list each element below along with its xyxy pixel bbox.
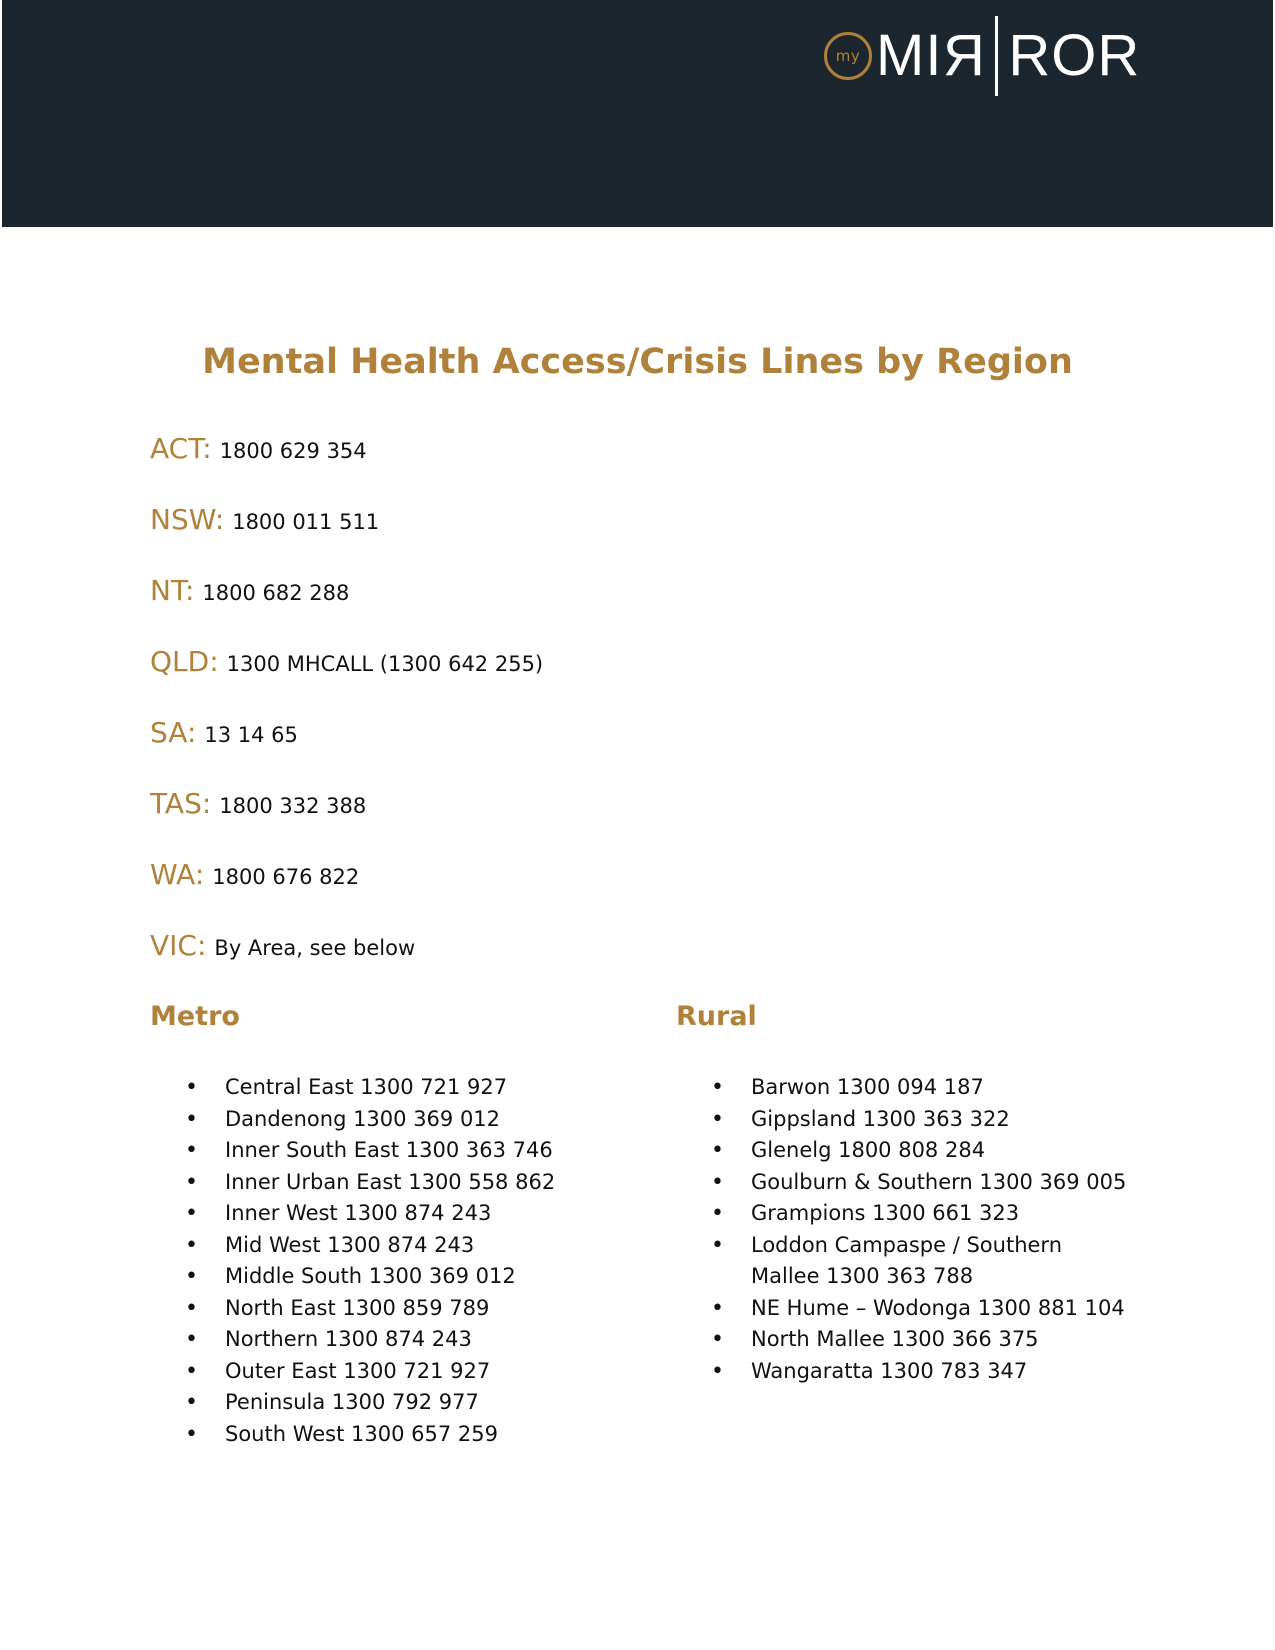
list-item: • Central East 1300 721 927 xyxy=(150,1072,650,1104)
list-item: • Goulburn & Southern 1300 369 005 xyxy=(676,1167,1156,1199)
region-wa xyxy=(150,858,359,898)
list-item: • Glenelg 1800 808 284 xyxy=(676,1135,1156,1167)
logo-badge-text: my xyxy=(835,47,861,65)
region-code: QLD: xyxy=(150,645,219,678)
region-qld xyxy=(150,645,543,685)
region-nsw xyxy=(150,503,379,543)
logo-mirrored-letter: R xyxy=(942,23,986,88)
region-act xyxy=(150,432,367,472)
region-code: WA: xyxy=(150,858,205,891)
region-number: 1300 MHCALL (1300 642 255) xyxy=(226,652,544,676)
list-item: • North East 1300 859 789 xyxy=(150,1293,650,1325)
logo-word-right: ROR xyxy=(1008,23,1141,88)
region-number: 1800 682 288 xyxy=(202,581,350,605)
list-item: • Dandenong 1300 369 012 xyxy=(150,1104,650,1136)
list-item: • Barwon 1300 094 187 xyxy=(676,1072,1156,1104)
region-sa xyxy=(150,716,298,756)
list-item: • Outer East 1300 721 927 xyxy=(150,1356,650,1388)
list-item: • Gippsland 1300 363 322 xyxy=(676,1104,1156,1136)
logo-badge xyxy=(824,32,872,80)
region-code: VIC: xyxy=(150,929,207,962)
region-code: TAS: xyxy=(150,787,212,820)
region-vic xyxy=(150,929,415,969)
header-band xyxy=(2,0,1273,227)
rural-list xyxy=(676,1072,1156,1387)
list-item: • Inner West 1300 874 243 xyxy=(150,1198,650,1230)
region-number: 1800 332 388 xyxy=(219,794,367,818)
list-item: • Inner Urban East 1300 558 862 xyxy=(150,1167,650,1199)
list-item: • Inner South East 1300 363 746 xyxy=(150,1135,650,1167)
region-number: 1800 011 511 xyxy=(232,510,380,534)
logo-wordmark xyxy=(876,16,1140,96)
list-item: • Mid West 1300 874 243 xyxy=(150,1230,650,1262)
logo-word-left: MIR xyxy=(876,23,986,88)
metro-list xyxy=(150,1072,650,1450)
metro-heading: Metro xyxy=(150,1001,240,1032)
list-item: • NE Hume – Wodonga 1300 881 104 xyxy=(676,1293,1156,1325)
list-item: • Grampions 1300 661 323 xyxy=(676,1198,1156,1230)
region-number: 1800 629 354 xyxy=(219,439,367,463)
region-code: ACT: xyxy=(150,432,212,465)
list-item: • Loddon Campaspe / Southern Mallee 1300 363 788 xyxy=(676,1230,1156,1293)
list-item: • North Mallee 1300 366 375 xyxy=(676,1324,1156,1356)
region-code: NT: xyxy=(150,574,195,607)
list-item: • Northern 1300 874 243 xyxy=(150,1324,650,1356)
region-number: By Area, see below xyxy=(214,936,416,960)
region-number: 13 14 65 xyxy=(204,723,298,747)
rural-heading: Rural xyxy=(676,1001,757,1032)
list-item: • South West 1300 657 259 xyxy=(150,1419,650,1451)
list-item: • Middle South 1300 369 012 xyxy=(150,1261,650,1293)
region-code: SA: xyxy=(150,716,197,749)
logo-divider xyxy=(995,16,998,96)
region-number: 1800 676 822 xyxy=(212,865,360,889)
page-title: Mental Health Access/Crisis Lines by Region xyxy=(202,342,1073,382)
list-item: • Peninsula 1300 792 977 xyxy=(150,1387,650,1419)
region-nt xyxy=(150,574,349,614)
mymirror-logo xyxy=(824,14,1140,98)
region-tas xyxy=(150,787,366,827)
list-item: • Wangaratta 1300 783 347 xyxy=(676,1356,1156,1388)
region-code: NSW: xyxy=(150,503,225,536)
